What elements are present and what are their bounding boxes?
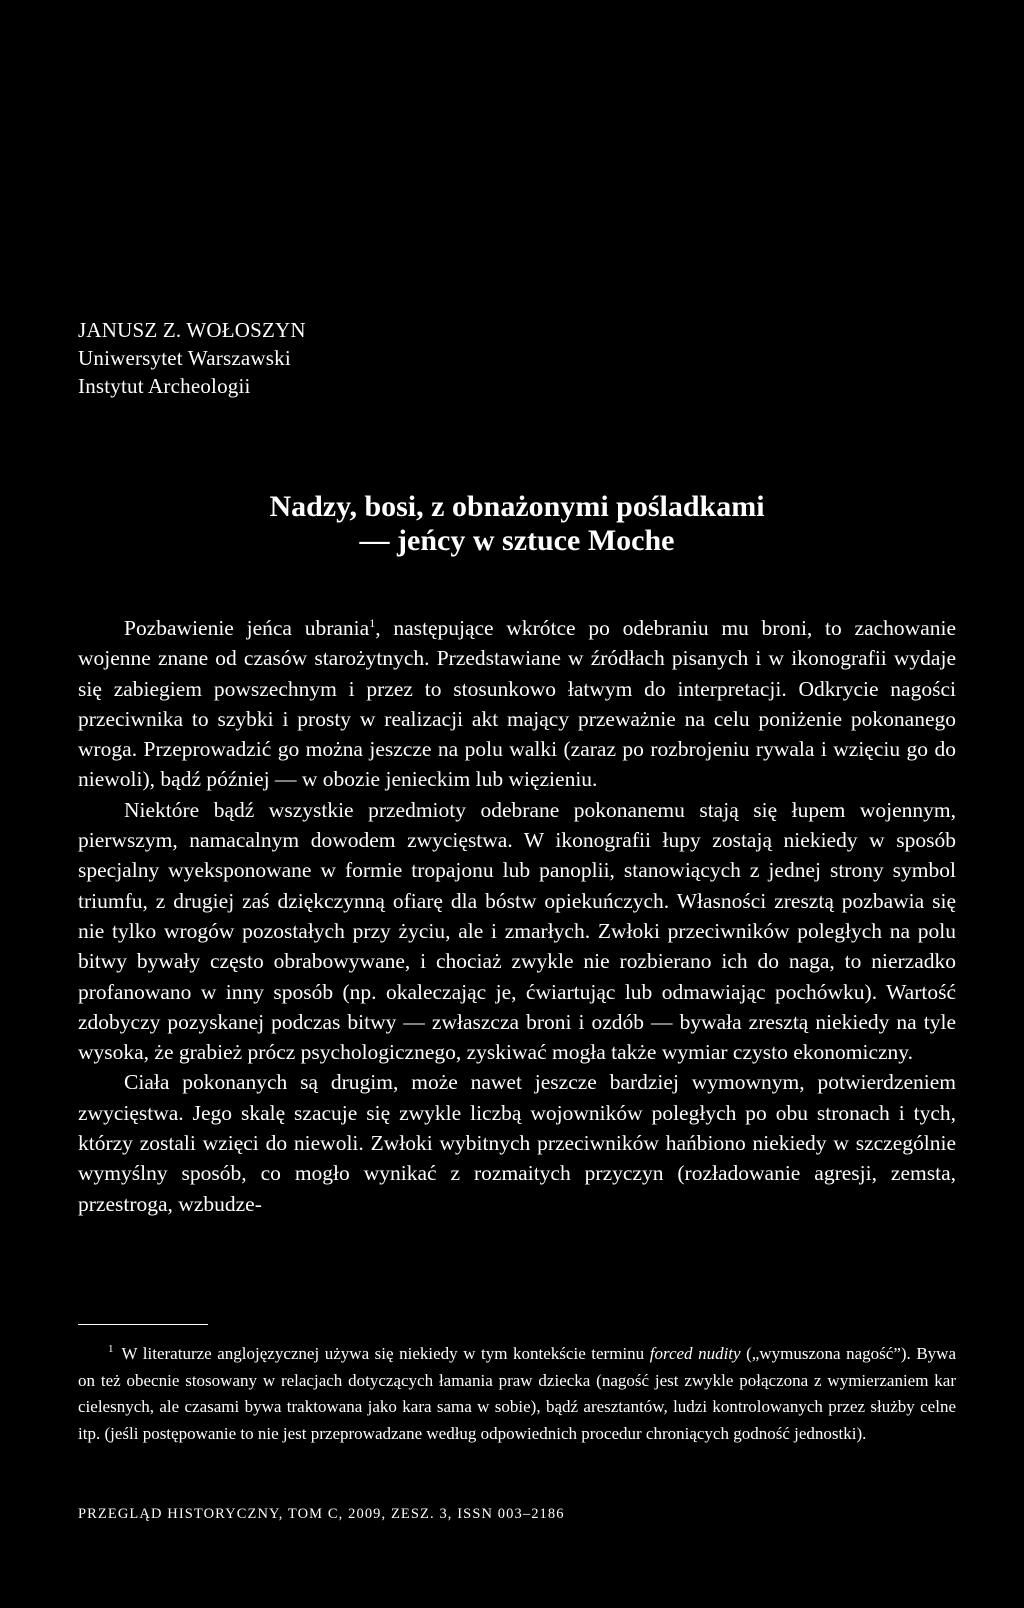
footnote-text-rest: („wymuszona nagość”). Bywa on też obecnie stosowany w relacjach dotyczących łamania praw dziecka (nagość jest zwykle połączona z wymierzaniem kar cielesnych, ale czasami bywa traktowana jako kara sama w sobie), bądź aresztantów, ludzi kontrolowanych przez służby celne itp. (jeśli postępowanie to nie jest przeprowadzane według odpowiednich procedur chroniących godność jednostki). xyxy=(78,1344,956,1443)
footnote-reference[interactable]: 1 xyxy=(369,615,376,630)
footnote-divider xyxy=(78,1324,208,1325)
paragraph-1 xyxy=(78,613,956,795)
footnote-number: 1 xyxy=(108,1343,114,1356)
paragraph-2: Niektóre bądź wszystkie przedmioty odebrane pokonanemu stają się łupem wojennym, pierwszym, namacalnym dowodem zwycięstwa. W ikonografii łupy zostają niekiedy w sposób specjalny wyeksponowane w formie tropajonu lub panoplii, stanowiących z jednej strony symbol triumfu, z drugiej zaś dziękczynną ofiarę dla bóstw opiekuńczych. Własności zresztą pozbawia się nie tylko wrogów pozostałych przy życiu, ale i zmarłych. Zwłoki przeciwników poległych na polu bitwy bywały często obrabowywane, i chociaż zwykle nie rozbierano ich do naga, to nierzadko profanowano w inny sposób (np. okaleczając je, ćwiartując lub odmawiając pochówku). Wartość zdobyczy pozyskanej podczas bitwy — zwłaszcza broni i ozdób — bywała zresztą niekiedy na tyle wysoka, że grabież prócz psychologicznego, zyskiwać mogła także wymiar czysto ekonomiczny. xyxy=(78,797,956,1065)
article-title xyxy=(78,490,956,558)
author-university: Uniwersytet Warszawski xyxy=(78,346,291,370)
footnote-text-start: W literaturze anglojęzycznej używa się niekiedy w tym kontekście terminu xyxy=(121,1344,650,1363)
footnotes-section xyxy=(78,1341,956,1447)
paragraph-1-start: Pozbawienie jeńca ubrania xyxy=(124,616,370,640)
footnote-term: forced nudity xyxy=(649,1344,741,1363)
author-block xyxy=(78,316,306,400)
title-line-1: Nadzy, bosi, z obnażonymi pośladkami xyxy=(269,490,765,523)
author-name: JANUSZ Z. WOŁOSZYN xyxy=(78,318,306,342)
journal-footer: PRZEGLĄD HISTORYCZNY, TOM C, 2009, ZESZ. 3, ISSN 003–2186 xyxy=(78,1506,565,1522)
paragraph-3: Ciała pokonanych są drugim, może nawet jeszcze bardziej wymownym, potwierdzeniem zwycięstwa. Jego skalę szacuje się zwykle liczbą wojowników poległych po obu stronach i tych, którzy zostali wzięci do niewoli. Zwłoki wybitnych przeciwników hańbiono niekiedy w szczególnie wymyślny sposób, co mogło wynikać z rozmaitych przyczyn (rozładowanie agresji, zemsta, przestroga, wzbudze- xyxy=(78,1070,956,1216)
paragraph-1-rest: , następujące wkrótce po odebraniu mu broni, to zachowanie wojenne znane od czasów starożytnych. Przedstawiane w źródłach pisanych i w ikonografii wydaje się zabiegiem powszechnym i przez to stosunkowo łatwym do interpretacji. Odkrycie nagości przeciwnika to szybki i prosty w realizacji akt mający przeważnie na celu poniżenie pokonanego wroga. Przeprowadzić go można jeszcze na polu walki (zaraz po rozbrojeniu rywala i wzięciu go do niewoli), bądź później — w obozie jenieckim lub więzieniu. xyxy=(78,616,956,792)
article-body xyxy=(78,613,956,1219)
footnote-1 xyxy=(78,1341,956,1447)
author-institute: Instytut Archeologii xyxy=(78,374,251,398)
title-line-2: — jeńcy w sztuce Moche xyxy=(359,524,675,557)
